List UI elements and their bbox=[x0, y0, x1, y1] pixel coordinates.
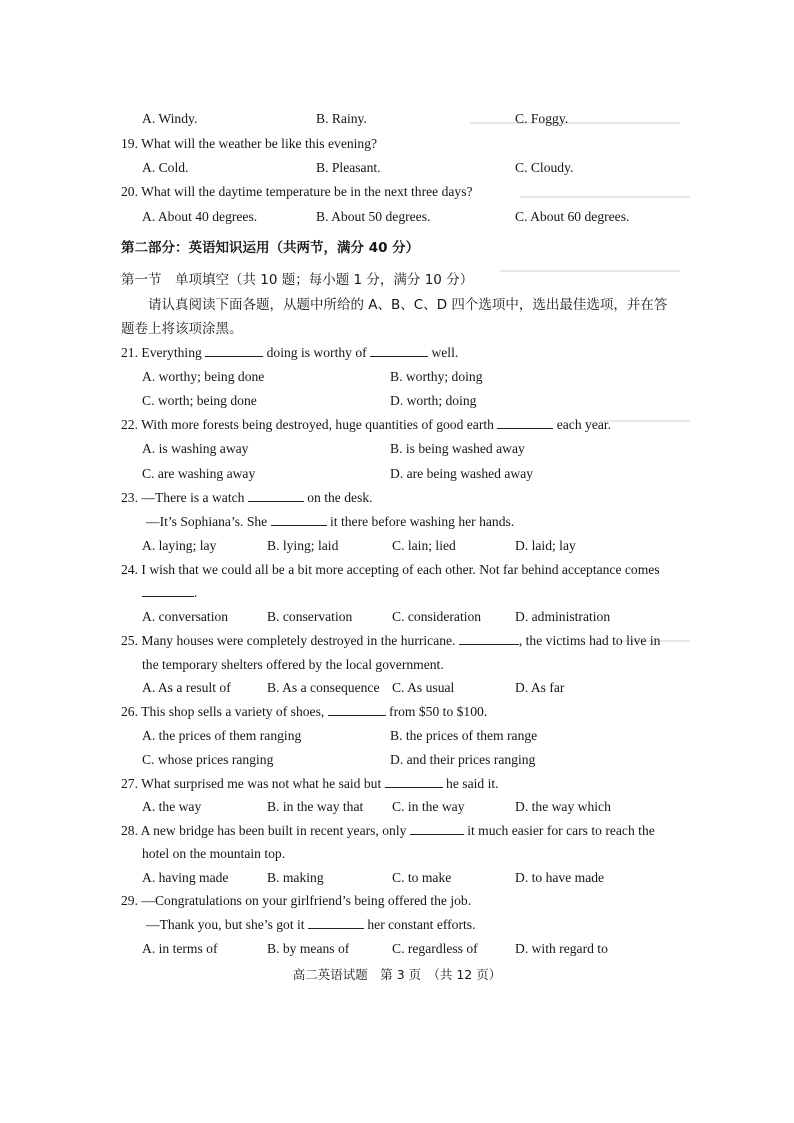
q29-option-c: C. regardless of bbox=[392, 941, 478, 956]
q19-option-b: B. Pleasant. bbox=[316, 160, 381, 175]
q19-option-a: A. Cold. bbox=[142, 160, 189, 175]
q26-text-2: from $50 to $100. bbox=[385, 704, 488, 719]
q22-text-2: each year. bbox=[553, 417, 612, 432]
q25-option-d: D. As far bbox=[515, 680, 565, 695]
q28-text-2: it much easier for cars to reach the bbox=[463, 823, 655, 838]
q29-text-2: her constant efforts. bbox=[363, 917, 476, 932]
q25-line2: the temporary shelters offered by the local government. bbox=[142, 657, 444, 672]
q27-stem bbox=[121, 775, 499, 793]
q24-period: . bbox=[194, 585, 198, 600]
q23-text-4: it there before washing her hands. bbox=[326, 514, 515, 529]
scan-noise bbox=[470, 122, 680, 124]
q20-option-b: B. About 50 degrees. bbox=[316, 209, 431, 224]
q27-option-b: B. in the way that bbox=[267, 799, 364, 814]
q28-line2: hotel on the mountain top. bbox=[142, 846, 286, 861]
q25-text-2: , the victims had to live in bbox=[518, 633, 661, 648]
q19-stem: 19. What will the weather be like this evening? bbox=[121, 136, 378, 151]
q27-text-2: he said it. bbox=[442, 776, 499, 791]
q20-option-c: C. About 60 degrees. bbox=[515, 209, 630, 224]
q24-line1: 24. I wish that we could all be a bit more accepting of each other. Not far behind acceptance comes bbox=[121, 562, 660, 577]
answer-blank bbox=[459, 632, 519, 645]
q23-line2 bbox=[146, 513, 514, 531]
q25-option-b: B. As a consequence bbox=[267, 680, 380, 695]
q21-option-a: A. worthy; being done bbox=[142, 369, 265, 384]
q27-option-d: D. the way which bbox=[515, 799, 611, 814]
q28-option-d: D. to have made bbox=[515, 870, 605, 885]
answer-blank bbox=[328, 703, 386, 716]
q18-option-a: A. Windy. bbox=[142, 111, 198, 126]
answer-blank bbox=[142, 584, 194, 597]
q22-stem bbox=[121, 416, 611, 434]
q29-option-a: A. in terms of bbox=[142, 941, 218, 956]
q21-text-1: 21. Everything bbox=[121, 345, 206, 360]
q23-option-d: D. laid; lay bbox=[515, 538, 576, 553]
q23-option-b: B. lying; laid bbox=[267, 538, 339, 553]
q18-option-c: C. Foggy. bbox=[515, 111, 569, 126]
q28-option-c: C. to make bbox=[392, 870, 452, 885]
q20-stem: 20. What will the daytime temperature be in the next three days? bbox=[121, 184, 473, 199]
q25-option-a: A. As a result of bbox=[142, 680, 231, 695]
q26-option-c: C. whose prices ranging bbox=[142, 752, 274, 767]
scan-noise bbox=[600, 420, 690, 422]
q19-option-c: C. Cloudy. bbox=[515, 160, 574, 175]
q27-option-c: C. in the way bbox=[392, 799, 465, 814]
q28-text-1: 28. A new bridge has been built in recent years, only bbox=[121, 823, 410, 838]
q25-text-1: 25. Many houses were completely destroyed in the hurricane. bbox=[121, 633, 459, 648]
q21-option-b: B. worthy; doing bbox=[390, 369, 483, 384]
q29-line2 bbox=[146, 916, 475, 934]
answer-blank bbox=[370, 344, 428, 357]
q26-stem bbox=[121, 703, 487, 721]
q29-line1: 29. —Congratulations on your girlfriend’s being offered the job. bbox=[121, 893, 472, 908]
part2-title: 第二部分：英语知识运用（共两节，满分 40 分） bbox=[121, 240, 420, 256]
answer-blank bbox=[271, 513, 327, 526]
answer-blank bbox=[497, 416, 553, 429]
q27-option-a: A. the way bbox=[142, 799, 202, 814]
instructions-line1: 请认真阅读下面各题，从题中所给的 A、B、C、D 四个选项中，选出最佳选项，并在答 bbox=[148, 297, 668, 313]
q28-option-a: A. having made bbox=[142, 870, 229, 885]
q22-option-b: B. is being washed away bbox=[390, 441, 525, 456]
answer-blank bbox=[410, 822, 464, 835]
scan-noise bbox=[500, 270, 680, 272]
q22-text-1: 22. With more forests being destroyed, huge quantities of good earth bbox=[121, 417, 498, 432]
q26-option-d: D. and their prices ranging bbox=[390, 752, 536, 767]
q28-option-b: B. making bbox=[267, 870, 324, 885]
q23-option-a: A. laying; lay bbox=[142, 538, 217, 553]
q24-option-c: C. consideration bbox=[392, 609, 482, 624]
q26-text-1: 26. This shop sells a variety of shoes, bbox=[121, 704, 328, 719]
q21-stem bbox=[121, 344, 458, 362]
q24-line2 bbox=[142, 584, 197, 602]
answer-blank bbox=[308, 916, 364, 929]
q21-text-3: well. bbox=[428, 345, 459, 360]
q20-option-a: A. About 40 degrees. bbox=[142, 209, 258, 224]
q26-option-b: B. the prices of them range bbox=[390, 728, 538, 743]
q25-option-c: C. As usual bbox=[392, 680, 455, 695]
q25-line1 bbox=[121, 632, 660, 650]
q29-option-b: B. by means of bbox=[267, 941, 350, 956]
q24-option-b: B. conservation bbox=[267, 609, 353, 624]
q28-line1 bbox=[121, 822, 655, 840]
q18-option-b: B. Rainy. bbox=[316, 111, 367, 126]
q23-option-c: C. lain; lied bbox=[392, 538, 456, 553]
scan-noise bbox=[520, 196, 690, 198]
q23-line1 bbox=[121, 489, 373, 507]
q22-option-d: D. are being washed away bbox=[390, 466, 534, 481]
instructions-line2: 题卷上将该项涂黑。 bbox=[121, 321, 243, 337]
q23-text-1: 23. —There is a watch bbox=[121, 490, 248, 505]
q29-option-d: D. with regard to bbox=[515, 941, 608, 956]
answer-blank bbox=[385, 775, 443, 788]
q27-text-1: 27. What surprised me was not what he said but bbox=[121, 776, 385, 791]
q22-option-a: A. is washing away bbox=[142, 441, 249, 456]
section1-title: 第一节 单项填空（共 10 题；每小题 1 分，满分 10 分） bbox=[121, 272, 474, 288]
q23-text-3: —It’s Sophiana’s. She bbox=[146, 514, 271, 529]
q29-text-1: —Thank you, but she’s got it bbox=[146, 917, 308, 932]
q26-option-a: A. the prices of them ranging bbox=[142, 728, 302, 743]
q21-option-d: D. worth; doing bbox=[390, 393, 477, 408]
q24-option-d: D. administration bbox=[515, 609, 611, 624]
q23-text-2: on the desk. bbox=[303, 490, 373, 505]
q24-option-a: A. conversation bbox=[142, 609, 229, 624]
answer-blank bbox=[205, 344, 263, 357]
page-footer: 高二英语试题 第 3 页 （共 12 页） bbox=[292, 967, 502, 982]
q21-option-c: C. worth; being done bbox=[142, 393, 257, 408]
q21-text-2: doing is worthy of bbox=[263, 345, 371, 360]
answer-blank bbox=[248, 489, 304, 502]
q22-option-c: C. are washing away bbox=[142, 466, 256, 481]
